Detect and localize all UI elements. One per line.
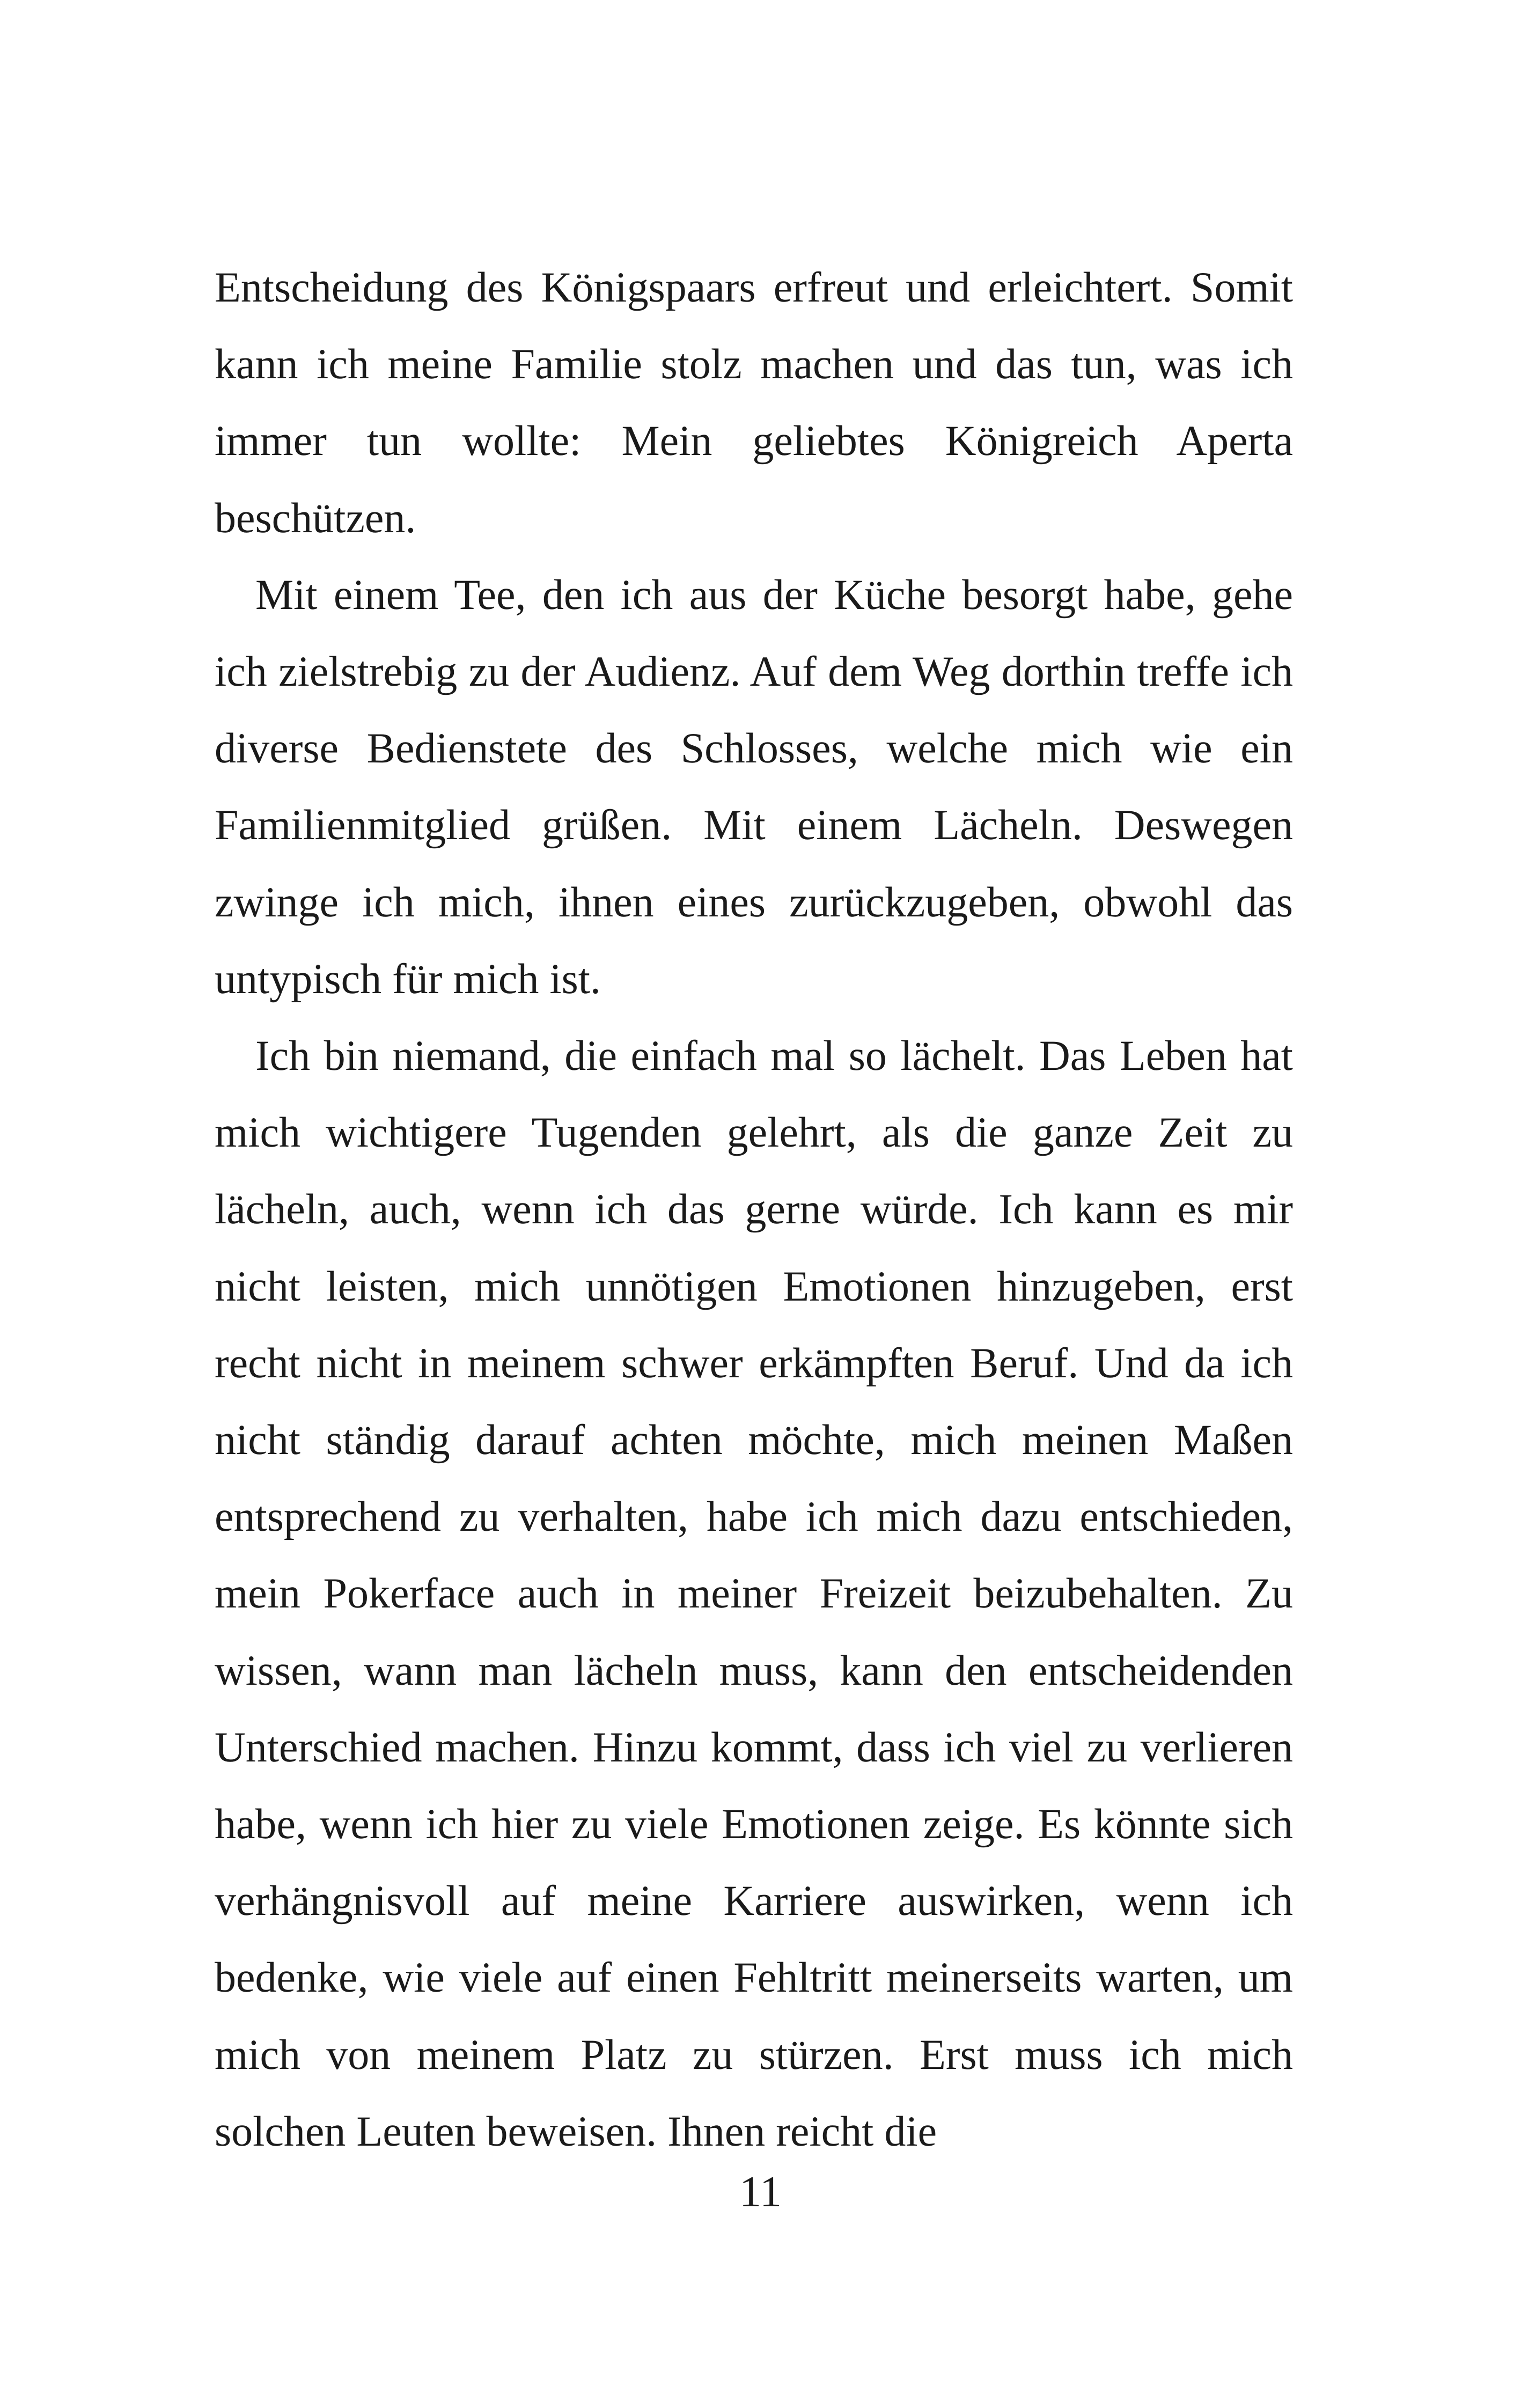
page-number: 11	[739, 2167, 782, 2216]
body-text	[215, 249, 1293, 2170]
paragraph-continued: Entscheidung des Königspaars erfreut und erleichtert. Somit kann ich meine Familie stolz machen und das tun, was ich immer tun wollte: Mein geliebtes Königreich Aperta beschützen.	[215, 264, 1293, 542]
paragraph: Mit einem Tee, den ich aus der Küche besorgt habe, gehe ich zielstrebig zu der Audienz. Auf dem Weg dorthin treffe ich diverse Bedienstete des Schlosses, welche mich wie ein Familienmitglied grüßen. Mit einem Lächeln. Deswegen zwinge ich mich, ihnen eines zurückzugeben, obwohl das untypisch für mich ist.	[215, 571, 1293, 1003]
paragraph: Ich bin niemand, die einfach mal so lächelt. Das Leben hat mich wichtigere Tugenden gelehrt, als die ganze Zeit zu lächeln, auch, wenn ich das gerne würde. Ich kann es mir nicht leisten, mich unnötigen Emotionen hinzugeben, erst recht nicht in meinem schwer erkämpften Beruf. Und da ich nicht ständig darauf achten möchte, mich meinen Maßen entsprechend zu verhalten, habe ich mich dazu entschieden, mein Pokerface auch in meiner Freizeit beizubehalten. Zu wissen, wann man lächeln muss, kann den entscheidenden Unterschied machen. Hinzu kommt, dass ich viel zu verlieren habe, wenn ich hier zu viele Emotionen zeige. Es könnte sich verhängnisvoll auf meine Karriere auswirken, wenn ich bedenke, wie viele auf einen Fehltritt meinerseits warten, um mich von meinem Platz zu stürzen. Erst muss ich mich solchen Leuten beweisen. Ihnen reicht die	[215, 1032, 1293, 2155]
